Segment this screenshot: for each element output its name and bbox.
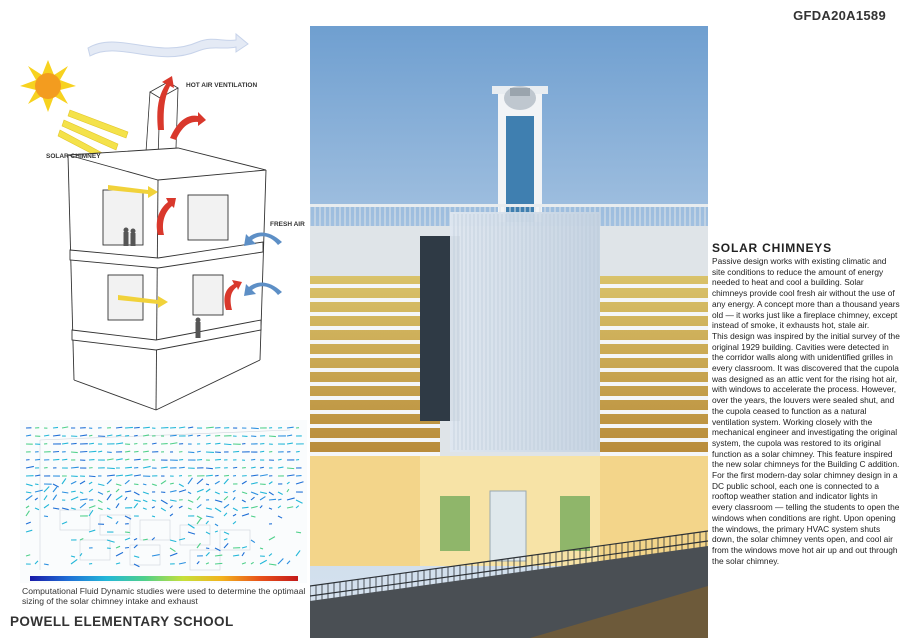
section-title: SOLAR CHIMNEYS [712, 241, 832, 255]
flow-vector [89, 476, 95, 477]
flow-vector [251, 459, 255, 460]
flow-vector [134, 459, 141, 460]
flow-vector [269, 554, 272, 556]
flow-vector [206, 532, 210, 534]
flow-vector [152, 538, 155, 540]
flow-vector [161, 500, 168, 504]
flow-vector [161, 481, 166, 484]
flow-vector [35, 561, 38, 564]
flow-vector [287, 489, 289, 492]
flow-vector [233, 508, 238, 511]
flow-vector [206, 552, 209, 556]
flow-vector [125, 451, 130, 452]
flow-vector [197, 479, 203, 484]
flow-vector [143, 539, 148, 540]
flow-vector [251, 467, 256, 468]
flow-vector [152, 443, 157, 444]
flow-vector [80, 492, 83, 493]
flow-vector [134, 475, 141, 476]
flow-vector [62, 459, 67, 460]
flow-vector [134, 427, 140, 428]
flow-vector [116, 563, 120, 564]
flow-vector [242, 563, 246, 564]
flow-vector [269, 508, 272, 509]
flow-vector [215, 481, 220, 484]
flow-vector [170, 553, 177, 556]
flow-vector [170, 443, 177, 444]
flow-vector [71, 508, 76, 509]
flow-vector [296, 550, 300, 556]
flow-vector [224, 475, 229, 476]
flow-vector [35, 508, 39, 510]
flow-vector [215, 524, 218, 526]
flow-vector [116, 552, 123, 556]
flow-vector [233, 467, 237, 468]
flow-vector [125, 475, 132, 476]
flow-vector [260, 467, 264, 468]
flow-vector [125, 480, 129, 484]
flow-vector [206, 563, 209, 564]
flow-vector [53, 484, 59, 487]
flow-vector [197, 489, 204, 492]
flow-vector [26, 530, 32, 532]
flow-vector [44, 564, 49, 565]
flow-vector [278, 459, 282, 460]
flow-vector [26, 435, 31, 436]
flow-vector [125, 497, 127, 500]
flow-vector [188, 508, 192, 509]
fresh-air-label: FRESH AIR [270, 221, 305, 228]
flow-vector [89, 482, 92, 484]
flow-vector [170, 491, 177, 492]
flow-vector [260, 451, 264, 452]
flow-vector [197, 519, 201, 524]
flow-vector [134, 500, 141, 501]
flow-vector [107, 479, 112, 484]
flow-vector [269, 482, 272, 484]
flow-vector [143, 492, 149, 494]
flow-vector [98, 484, 104, 486]
flow-vector [233, 555, 239, 556]
flow-vector [188, 452, 194, 453]
flow-vector [206, 484, 209, 485]
flow-vector [116, 475, 123, 476]
flow-vector [80, 481, 85, 484]
flow-vector [143, 466, 151, 468]
flow-vector [224, 496, 228, 500]
flow-vector [71, 452, 78, 453]
flow-vector [134, 435, 138, 436]
flow-vector [116, 546, 120, 548]
flow-vector [62, 522, 67, 524]
flow-vector [278, 467, 283, 468]
flow-vector [206, 489, 210, 492]
flow-vector [44, 495, 47, 500]
flow-vector [188, 532, 195, 534]
flow-vector [26, 522, 31, 524]
solar-chimney-diagram [8, 20, 308, 415]
flow-vector [251, 497, 255, 500]
flow-vector [233, 451, 239, 452]
flow-vector [215, 475, 219, 476]
flow-vector [71, 556, 75, 557]
flow-vector [278, 506, 281, 508]
flow-vector [125, 427, 133, 428]
flow-vector [107, 516, 112, 518]
flow-vector [251, 516, 255, 517]
flow-vector [206, 427, 214, 428]
flow-vector [89, 435, 92, 436]
flow-vector [179, 467, 185, 468]
flow-vector [71, 467, 79, 468]
flow-vector [62, 478, 66, 484]
flow-vector [260, 492, 267, 494]
flow-vector [251, 506, 258, 508]
flow-vector [197, 561, 199, 564]
flow-vector [35, 498, 38, 500]
flow-vector [152, 507, 155, 508]
flow-vector [62, 492, 68, 493]
flow-vector [197, 451, 201, 452]
flow-vector [107, 468, 115, 469]
flow-vector [53, 427, 58, 428]
flow-vector [215, 555, 222, 556]
flow-vector [71, 491, 76, 492]
flow-vector [98, 500, 102, 503]
flow-vector [44, 486, 49, 492]
flow-vector [197, 496, 200, 500]
cfd-caption: Computational Fluid Dynamic studies were used to determine the optimaal sizing of the solar chimney intake and exhaust [22, 586, 306, 606]
flow-vector [89, 443, 94, 444]
flow-vector [296, 451, 300, 452]
flow-vector [215, 492, 220, 494]
flow-vector [197, 543, 200, 548]
flow-vector [179, 506, 182, 508]
flow-vector [242, 507, 248, 508]
flow-vector [170, 500, 177, 501]
flow-vector [251, 483, 258, 484]
flow-vector [278, 558, 283, 564]
flow-vector [134, 564, 139, 567]
flow-vector [197, 435, 200, 436]
flow-vector [80, 499, 87, 500]
flow-vector [296, 506, 299, 508]
flow-vector [242, 500, 246, 502]
flow-vector [215, 500, 222, 502]
flow-vector [107, 540, 115, 542]
flow-vector [89, 510, 93, 516]
flow-vector [242, 552, 244, 556]
flow-vector [161, 467, 168, 468]
flow-vector [107, 508, 110, 510]
flow-vector [116, 435, 121, 436]
flow-vector [26, 495, 32, 500]
flow-vector [206, 435, 210, 436]
flow-vector [98, 492, 103, 494]
flow-vector [35, 475, 40, 476]
flow-vector [116, 443, 123, 444]
flow-vector [215, 459, 221, 460]
flow-vector [125, 538, 130, 540]
flow-vector [206, 521, 209, 524]
right-classroom-windows [600, 276, 708, 456]
flow-vector [125, 491, 131, 492]
flow-vector [98, 508, 103, 510]
wind-arrow [88, 34, 248, 57]
cfd-svg [20, 420, 307, 583]
flow-vector [251, 562, 254, 564]
flow-vector [107, 459, 114, 460]
flow-vector [35, 490, 43, 492]
flow-vector [224, 492, 228, 493]
flow-vector [296, 500, 303, 503]
flow-vector [287, 561, 290, 564]
flow-vector [233, 514, 236, 516]
flow-vector [71, 481, 76, 484]
flow-vector [179, 484, 184, 487]
flow-vector [179, 427, 185, 428]
flow-vector [116, 521, 118, 524]
flow-vector [287, 443, 293, 444]
flow-vector [53, 435, 60, 436]
flow-vector [71, 443, 77, 444]
flow-vector [134, 503, 138, 508]
flow-vector [278, 492, 283, 494]
school-name: POWELL ELEMENTARY SCHOOL [10, 614, 234, 629]
flow-vector [206, 508, 212, 509]
flow-vector [287, 475, 295, 476]
flow-vector [269, 564, 276, 565]
flow-vector [170, 548, 175, 552]
flow-vector [152, 516, 155, 517]
flow-vector [224, 539, 227, 540]
flow-vector [53, 487, 57, 492]
flow-vector [287, 435, 292, 436]
flow-vector [242, 514, 249, 516]
flow-vector [107, 435, 112, 436]
flow-vector [287, 468, 294, 469]
photo-svg [310, 26, 708, 638]
flow-vector [296, 482, 303, 484]
flow-vector [134, 484, 138, 485]
flow-vector [89, 489, 93, 492]
entrance-door [490, 491, 526, 561]
flow-vector [206, 516, 214, 517]
flow-vector [143, 484, 146, 485]
flow-vector [206, 443, 211, 444]
flow-vector [296, 532, 301, 533]
flow-vector [188, 500, 193, 502]
flow-vector [44, 435, 49, 436]
flow-vector [206, 548, 209, 549]
flow-vector [251, 492, 258, 495]
flow-vector [224, 479, 228, 484]
flow-vector [287, 427, 294, 428]
flow-vector [26, 506, 29, 508]
flow-vector [89, 530, 95, 532]
cfd-flow-vectors [26, 427, 304, 567]
flow-vector [224, 543, 228, 548]
flow-vector [224, 444, 231, 445]
flow-vector [116, 484, 121, 486]
sun-icon [20, 60, 76, 112]
flow-vector [215, 548, 220, 551]
flow-vector [116, 489, 119, 492]
flow-vector [152, 484, 157, 486]
board-id: GFDA20A1589 [793, 8, 886, 23]
flow-vector [233, 521, 236, 524]
flow-vector [260, 560, 267, 564]
flow-vector [143, 500, 147, 502]
flow-vector [170, 483, 174, 484]
flow-vector [188, 524, 195, 528]
flow-vector [287, 507, 293, 508]
body-text: Passive design works with existing climatic and site conditions to reduce the amount of energy needed to heat and cool a building. Solar chimneys provide cool fresh air without the use of any energy. A concept more than a thousand years old — it works just like a fireplace chimney, except instead of smoke, it exhausts hot, stale air. This design was inspired by the initial survey of the original 1929 building. Cavities were detected in the corridor walls along with unidentified grilles in every classroom. It was discovered that the cupola was designed as an attic vent for the rising hot air, with windows to accelerate the process. However, over the years, the louvers were sealed shut, and the cupola ceased to function as a natural ventilation system. Working closely with the mechanical engineer and investigating the original system, the cupola was restored to its original function as a solar chimney. This feature inspired the new solar chimneys for the Building C addition. For the first modern-day solar chimney design in a DC public school, each one is connected to a rooftop weather station and indicator lights in every classroom — telling the students to open the windows when conditions are right. Upon opening the windows, the primary HVAC system shuts down, the solar chimney vents open, and cool air from the windows move hot air up and out through the solar chimney. [712, 256, 900, 566]
flow-vector [179, 562, 186, 564]
flow-vector [134, 451, 139, 452]
flow-vector [269, 499, 276, 500]
diagram-svg [8, 20, 308, 415]
flow-vector [215, 443, 220, 444]
flow-vector [44, 504, 49, 508]
flow-vector [242, 481, 247, 484]
flow-vector [107, 494, 111, 500]
hot-air-label: HOT AIR VENTILATION [186, 82, 258, 89]
flow-vector [260, 475, 268, 476]
flow-vector [134, 556, 139, 557]
flow-vector [98, 451, 102, 452]
flow-vector [269, 492, 274, 495]
building-axon [68, 148, 266, 410]
flow-vector [116, 503, 119, 508]
perforated-screen [450, 212, 600, 452]
flow-vector [143, 508, 147, 509]
cfd-visualization [20, 420, 307, 583]
flow-vector [134, 492, 139, 495]
flow-vector [215, 563, 222, 564]
flow-vector [269, 436, 276, 437]
flow-vector [197, 516, 202, 519]
flow-vector [44, 516, 48, 517]
flow-vector [71, 497, 78, 500]
cfd-furniture [40, 430, 290, 570]
flow-vector [287, 482, 289, 484]
flow-vector [161, 508, 166, 511]
flow-vector [206, 475, 213, 476]
flow-vector [224, 532, 229, 534]
flow-vector [143, 451, 149, 452]
flow-vector [35, 484, 38, 485]
flow-vector [170, 514, 173, 516]
flow-vector [26, 466, 34, 468]
flow-vector [278, 516, 282, 518]
flow-vector [224, 513, 227, 516]
flow-vector [143, 427, 150, 428]
flow-vector [251, 475, 258, 476]
flow-vector [278, 499, 281, 500]
flow-vector [188, 492, 191, 494]
flow-vector [260, 506, 262, 508]
cfd-color-legend [30, 576, 298, 581]
flow-vector [233, 490, 236, 492]
flow-vector [53, 495, 57, 500]
flow-vector [188, 435, 193, 436]
flow-vector [125, 467, 132, 468]
flow-vector [170, 506, 173, 508]
flow-vector [116, 496, 122, 500]
flow-vector [26, 555, 30, 556]
flow-vector [269, 537, 275, 540]
flow-vector [152, 500, 156, 501]
flow-vector [170, 540, 176, 542]
flow-vector [179, 490, 186, 492]
flow-vector [215, 531, 218, 532]
flow-vector [80, 503, 86, 508]
flow-vector [125, 459, 129, 460]
flow-vector [224, 504, 229, 508]
flow-vector [260, 497, 265, 500]
flow-vector [134, 443, 137, 444]
flow-vector [53, 451, 59, 452]
flow-vector [260, 548, 263, 549]
flow-vector [80, 435, 87, 436]
flow-vector [26, 484, 33, 486]
flow-vector [242, 547, 247, 548]
flow-vector [125, 532, 130, 533]
flow-vector [152, 555, 160, 556]
flow-vector [89, 451, 96, 452]
flow-vector [116, 459, 123, 460]
flow-vector [62, 427, 68, 428]
flow-vector [206, 468, 213, 469]
flow-vector [107, 491, 110, 492]
flow-vector [53, 459, 59, 460]
flow-vector [170, 435, 177, 436]
flow-vector [62, 443, 68, 444]
flow-vector [197, 505, 201, 508]
flow-vector [188, 427, 193, 428]
flow-vector [215, 508, 221, 512]
flow-vector [89, 506, 95, 508]
flow-vector [233, 497, 235, 500]
flow-vector [251, 428, 259, 429]
building-photo [310, 26, 708, 638]
flow-vector [107, 475, 115, 476]
flow-vector [251, 540, 255, 543]
flow-vector [26, 492, 31, 493]
flow-vector [134, 539, 137, 540]
flow-vector [242, 492, 247, 494]
flow-vector [116, 427, 122, 428]
flow-vector [62, 508, 69, 510]
flow-vector [71, 559, 77, 564]
solar-chimney-label: SOLAR CHIMNEY [46, 153, 101, 160]
flow-vector [53, 508, 59, 509]
flow-vector [35, 459, 40, 460]
flow-vector [26, 511, 29, 516]
flow-vector [287, 498, 295, 500]
flow-vector [188, 478, 192, 484]
